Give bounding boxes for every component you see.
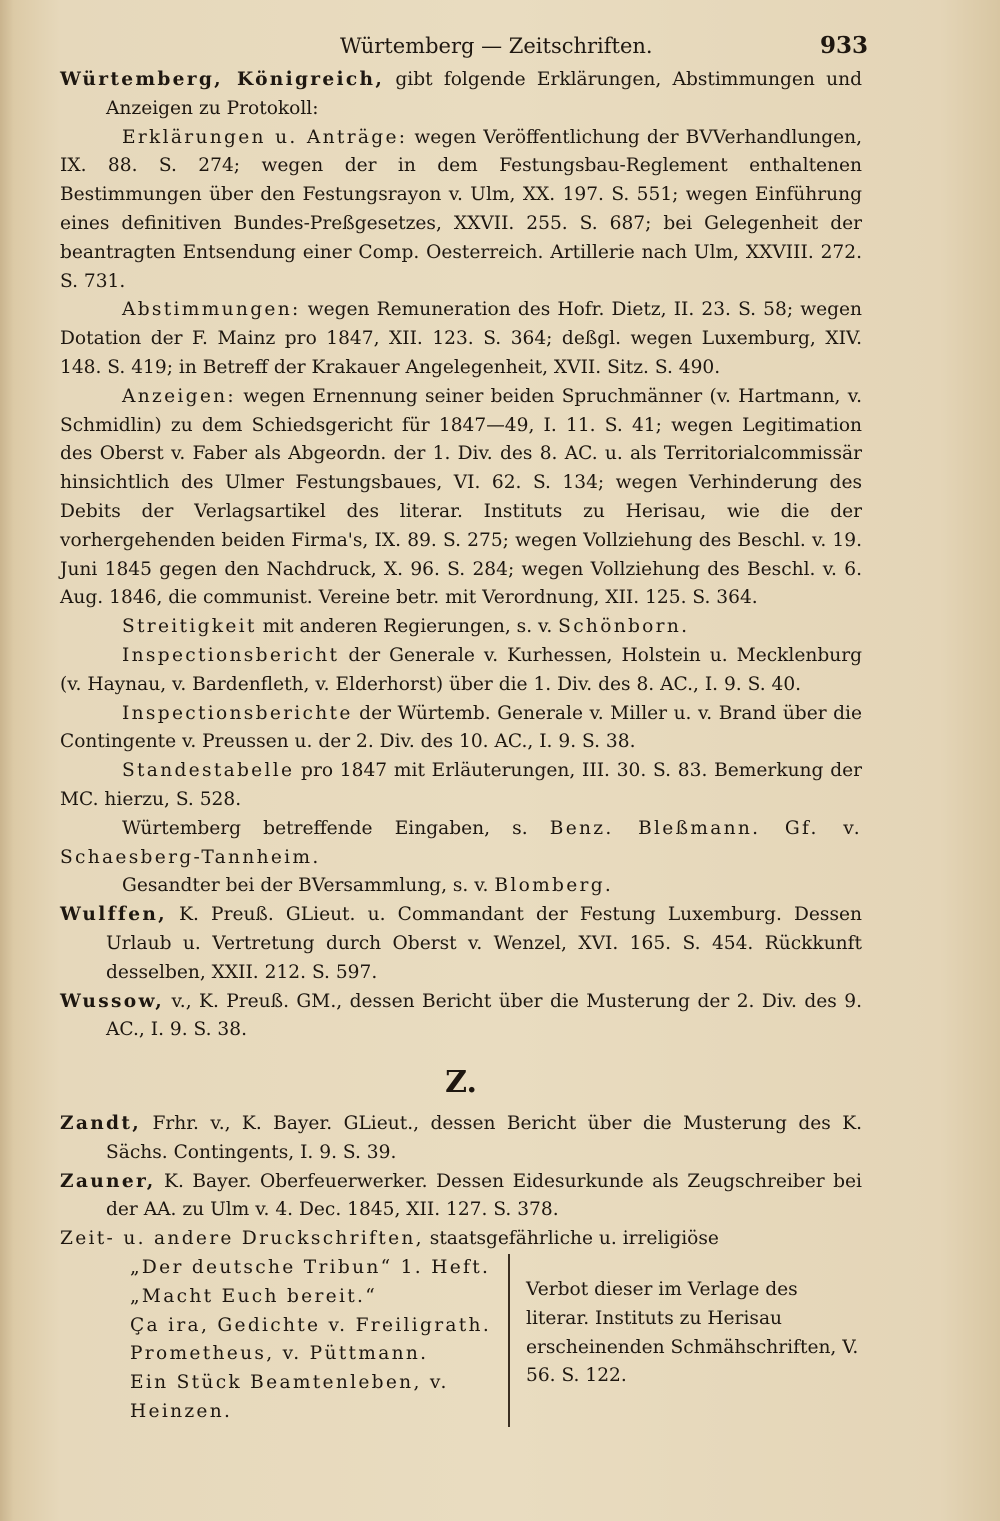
pamphlet-list [60, 1254, 510, 1427]
pamphlet-item: Ça ira, Gedichte v. Freiligrath. [130, 1314, 492, 1336]
entry-zandt: Zandt, Frhr. v., K. Bayer. GLieut., dessen Bericht über die Musterung des K. Sächs. Contingents, I. 9. S. 39. [60, 1113, 862, 1163]
pamphlet-note [526, 1254, 862, 1427]
entry-zauner: Zauner, K. Bayer. Oberfeuerwerker. Dessen Eidesurkunde als Zeugschreiber bei der AA. zu Ulm v. 4. Dec. 1845, XII. 127. S. 378. [60, 1170, 862, 1221]
section-letter: Z. [445, 1065, 477, 1101]
entry-wulffen: Wulffen, K. Preuß. GLieut. u. Commandant der Festung Luxemburg. Dessen Urlaub u. Vertretung durch Oberst v. Wenzel, XVI. 165. S. 454. Rückkunft desselben, XXII. 212. S. 597. [60, 904, 862, 983]
entry-anzeigen: Anzeigen: wegen Ernennung seiner beiden Spruchmänner (v. Hartmann, v. Schmidlin) zu dem Schiedsgericht für 1847—49, I. 11. S. 41; wegen Legitimation des Oberst v. Faber als Abgeordn. der 1. Div. des 8. AC. u. als Territorialcommissär hinsichtlich des Ulmer Festungsbaues, VI. 62. S. 134; wegen Verhinderung des Debits der Verlagsartikel des literar. Instituts zu Herisau, wie die der vorhergehenden beiden Firma's, IX. 89. S. 275; wegen Vollziehung des Beschl. v. 19. Juni 1845 gegen den Nachdruck, X. 96. S. 284; wegen Vollziehung des Beschl. v. 6. Aug. 1846, die communist. Vereine betr. mit Verordnung, XII. 125. S. 364. [60, 385, 862, 609]
entry-standestabelle: Standestabelle pro 1847 mit Erläuterungen, III. 30. S. 83. Bemerkung der MC. hierzu, S. 528. [60, 760, 862, 810]
entry-abstimmungen: Abstimmungen: wegen Remuneration des Hofr. Dietz, II. 23. S. 58; wegen Dotation der F. Mainz pro 1847, XII. 123. S. 364; deßgl. wegen Luxemburg, XIV. 148. S. 419; in Betreff der Krakauer Angelegenheit, XVII. Sitz. S. 490. [60, 299, 862, 378]
pamphlet-block [60, 1254, 862, 1427]
entry-wuertemberg: Würtemberg, Königreich, gibt folgende Erklärungen, Abstimmungen und Anzeigen zu Protokoll: [60, 69, 863, 119]
entry-inspektionsbericht: Inspectionsbericht der Generale v. Kurhessen, Holstein u. Mecklenburg (v. Haynau, v. Bardenfleth, v. Elderhorst) über die 1. Div. des 8. AC., I. 9. S. 40. [60, 644, 862, 695]
pamphlet-note-text: Verbot dieser im Verlage des literar. Instituts zu Herisau erscheinenden Schmähschriften, V. 56. S. 122. [526, 1279, 859, 1387]
page-number: 933 [819, 32, 868, 59]
pamphlet-item: „Der deutsche Tribun“ 1. Heft. [130, 1257, 491, 1279]
pamphlet-item: Prometheus, v. Püttmann. [130, 1343, 429, 1365]
running-header [60, 30, 868, 66]
entry-erklaerungen: Erklärungen u. Anträge: wegen Veröffentlichung der BVVerhandlungen, IX. 88. S. 274; wegen der in dem Festungsbau-Reglement enthaltenen Bestimmungen über den Festungsrayon v. Ulm, XX. 197. S. 551; wegen Einführung eines definitiven Bundes-Preßgesetzes, XXVII. 255. S. 687; bei Gelegenheit der beantragten Entsendung einer Comp. Oesterreich. Artillerie nach Ulm, XXVIII. 272. S. 731. [60, 126, 863, 292]
entry-inspektionsberichte: Inspectionsberichte der Würtemb. Generale v. Miller u. v. Brand über die Contingente v. Preussen u. der 2. Div. des 10. AC., I. 9. S. 38. [60, 702, 862, 753]
entry-eingaben: Würtemberg betreffende Eingaben, s. Benz. Bleßmann. Gf. v. Schaesberg-Tannheim. [60, 817, 862, 868]
entry-wussow: Wussow, v., K. Preuß. GM., dessen Bericht über die Musterung der 2. Div. des 9. AC., I. 9. S. 38. [60, 990, 862, 1041]
entry-gesandter: Gesandter bei der BVersammlung, s. v. Blomberg. [122, 875, 614, 897]
entry-streitigkeit: Streitigkeit mit anderen Regierungen, s. v. Schönborn. [122, 616, 690, 638]
entry-zeitschriften: Zeit- u. andere Druckschriften, staatsgefährliche u. irreligiöse [60, 1228, 719, 1250]
pamphlet-item: Ein Stück Beamtenleben, v. Heinzen. [130, 1372, 449, 1423]
header-title: Würtemberg — Zeitschriften. [340, 34, 653, 58]
pamphlet-item: „Macht Euch bereit.“ [130, 1285, 378, 1307]
